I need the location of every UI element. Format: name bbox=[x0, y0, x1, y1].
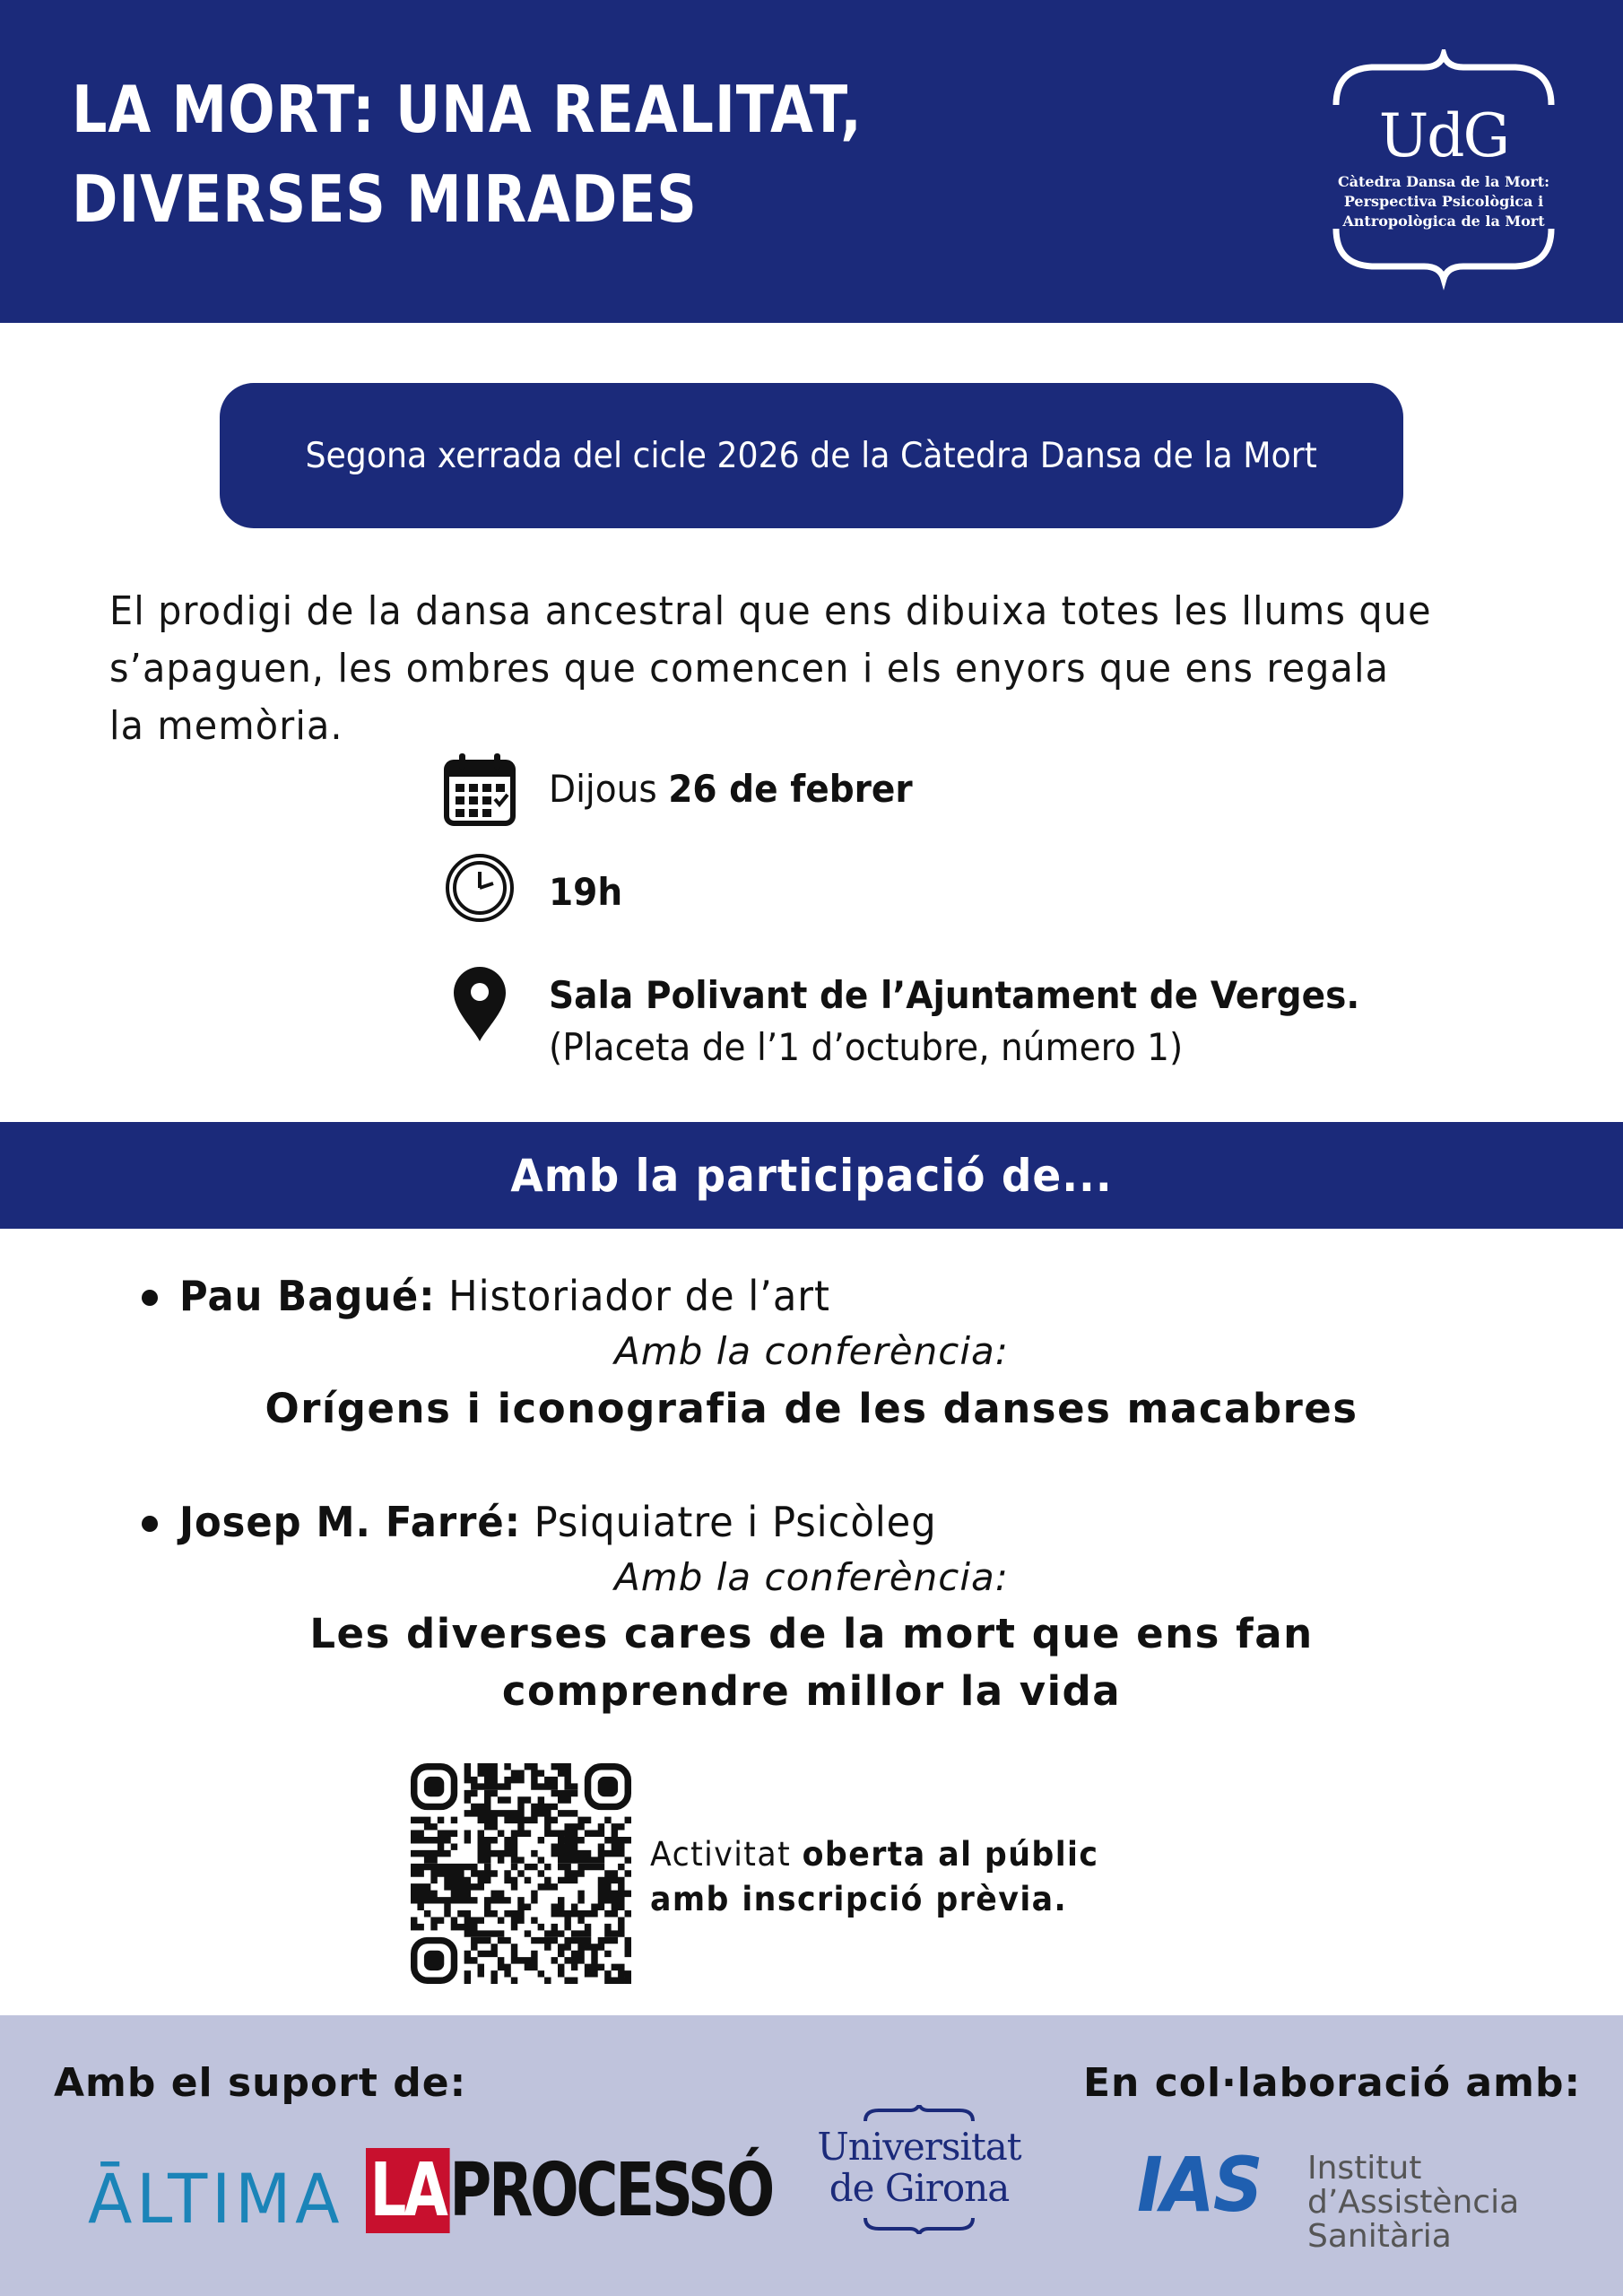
location-pin-icon bbox=[439, 964, 520, 1045]
activity-prefix: Activitat bbox=[650, 1835, 803, 1874]
event-time: 19h bbox=[549, 870, 623, 914]
speaker-2-conf-label: Amb la conferència: bbox=[614, 1555, 1009, 1599]
speaker-2-role: Psiquiatre i Psicòleg bbox=[520, 1498, 937, 1546]
ias-acronym: IAS bbox=[1137, 2141, 1262, 2229]
udg-name bbox=[807, 2126, 1031, 2209]
logo-line2: Perspectiva Psicològica i bbox=[1343, 193, 1544, 210]
intro-paragraph: El prodigi de la dansa ancestral que ens dibuixa totes les llums que s’apaguen, les ombres que comencen i els enyors que ens regala la memòria. bbox=[109, 588, 1432, 749]
logo-subtitle bbox=[1318, 172, 1569, 231]
calendar-icon bbox=[439, 750, 520, 831]
support-heading: Amb el suport de: bbox=[54, 2060, 467, 2106]
poster-title-line2: DIVERSES MIRADES bbox=[72, 161, 698, 237]
ias-line1: Institut bbox=[1307, 2150, 1422, 2187]
speaker-1-conf-label: Amb la conferència: bbox=[614, 1329, 1009, 1373]
ias-line3: Sanitària bbox=[1307, 2218, 1452, 2255]
bullet-dot bbox=[142, 1516, 158, 1532]
logo-line1: Càtedra Dansa de la Mort: bbox=[1337, 173, 1550, 190]
logo-acronym: UdG bbox=[1378, 101, 1509, 170]
clock-icon bbox=[439, 854, 520, 935]
udg-logo bbox=[807, 2105, 1031, 2266]
event-venue: Sala Polivant de l’Ajuntament de Verges. bbox=[549, 973, 1360, 1017]
ias-name bbox=[1307, 2152, 1519, 2254]
altima-logo: ĀLTIMA bbox=[88, 2159, 344, 2239]
speaker-1-name: Pau Bagué: bbox=[179, 1272, 436, 1320]
cycle-pill-text: Segona xerrada del cicle 2026 de la Càtedra Dansa de la Mort bbox=[305, 435, 1318, 476]
footer bbox=[0, 2015, 1623, 2296]
laprocesso-logo bbox=[366, 2148, 772, 2233]
catedra-logo bbox=[1318, 49, 1569, 291]
speaker-1-talk: Orígens i iconografia de les danses macabres bbox=[265, 1385, 1358, 1432]
bullet-dot bbox=[142, 1290, 158, 1306]
udg-line2: de Girona bbox=[829, 2166, 1010, 2210]
poster-title-line1: LA MORT: UNA REALITAT, bbox=[72, 72, 863, 147]
speaker-2 bbox=[179, 1498, 937, 1546]
collab-heading: En col·laboració amb: bbox=[1083, 2060, 1582, 2106]
logo-line3: Antropològica de la Mort bbox=[1342, 213, 1545, 230]
event-date-value: 26 de febrer bbox=[668, 767, 913, 811]
ias-line2: d’Assistència bbox=[1307, 2184, 1520, 2221]
speaker-1-role: Historiador de l’art bbox=[435, 1272, 830, 1320]
activity-note bbox=[650, 1832, 1164, 1922]
speaker-2-talk-line1: Les diverses cares de la mort que ens fan bbox=[309, 1610, 1314, 1657]
cycle-pill bbox=[220, 383, 1403, 528]
speaker-2-talk-line2: comprendre millor la vida bbox=[501, 1667, 1122, 1715]
participation-band bbox=[0, 1122, 1623, 1229]
speaker-1 bbox=[179, 1272, 830, 1320]
logo-bracket-icon bbox=[1318, 49, 1569, 291]
participation-heading: Amb la participació de... bbox=[510, 1149, 1113, 1202]
laprocesso-la: LA bbox=[366, 2148, 449, 2233]
udg-bracket-icon bbox=[861, 2105, 977, 2123]
qr-code[interactable] bbox=[411, 1763, 631, 1984]
event-date bbox=[549, 767, 913, 811]
udg-line1: Universitat bbox=[817, 2125, 1021, 2169]
header-banner bbox=[0, 0, 1623, 323]
event-address: (Placeta de l’1 d’octubre, número 1) bbox=[549, 1025, 1184, 1069]
laprocesso-name: PROCESSÓ bbox=[449, 2148, 773, 2233]
speaker-2-name: Josep M. Farré: bbox=[179, 1498, 521, 1546]
udg-bracket-bottom-icon bbox=[861, 2216, 977, 2234]
activity-bold: oberta al públic amb inscripció prèvia. bbox=[650, 1835, 1099, 1918]
event-day: Dijous bbox=[549, 767, 669, 811]
